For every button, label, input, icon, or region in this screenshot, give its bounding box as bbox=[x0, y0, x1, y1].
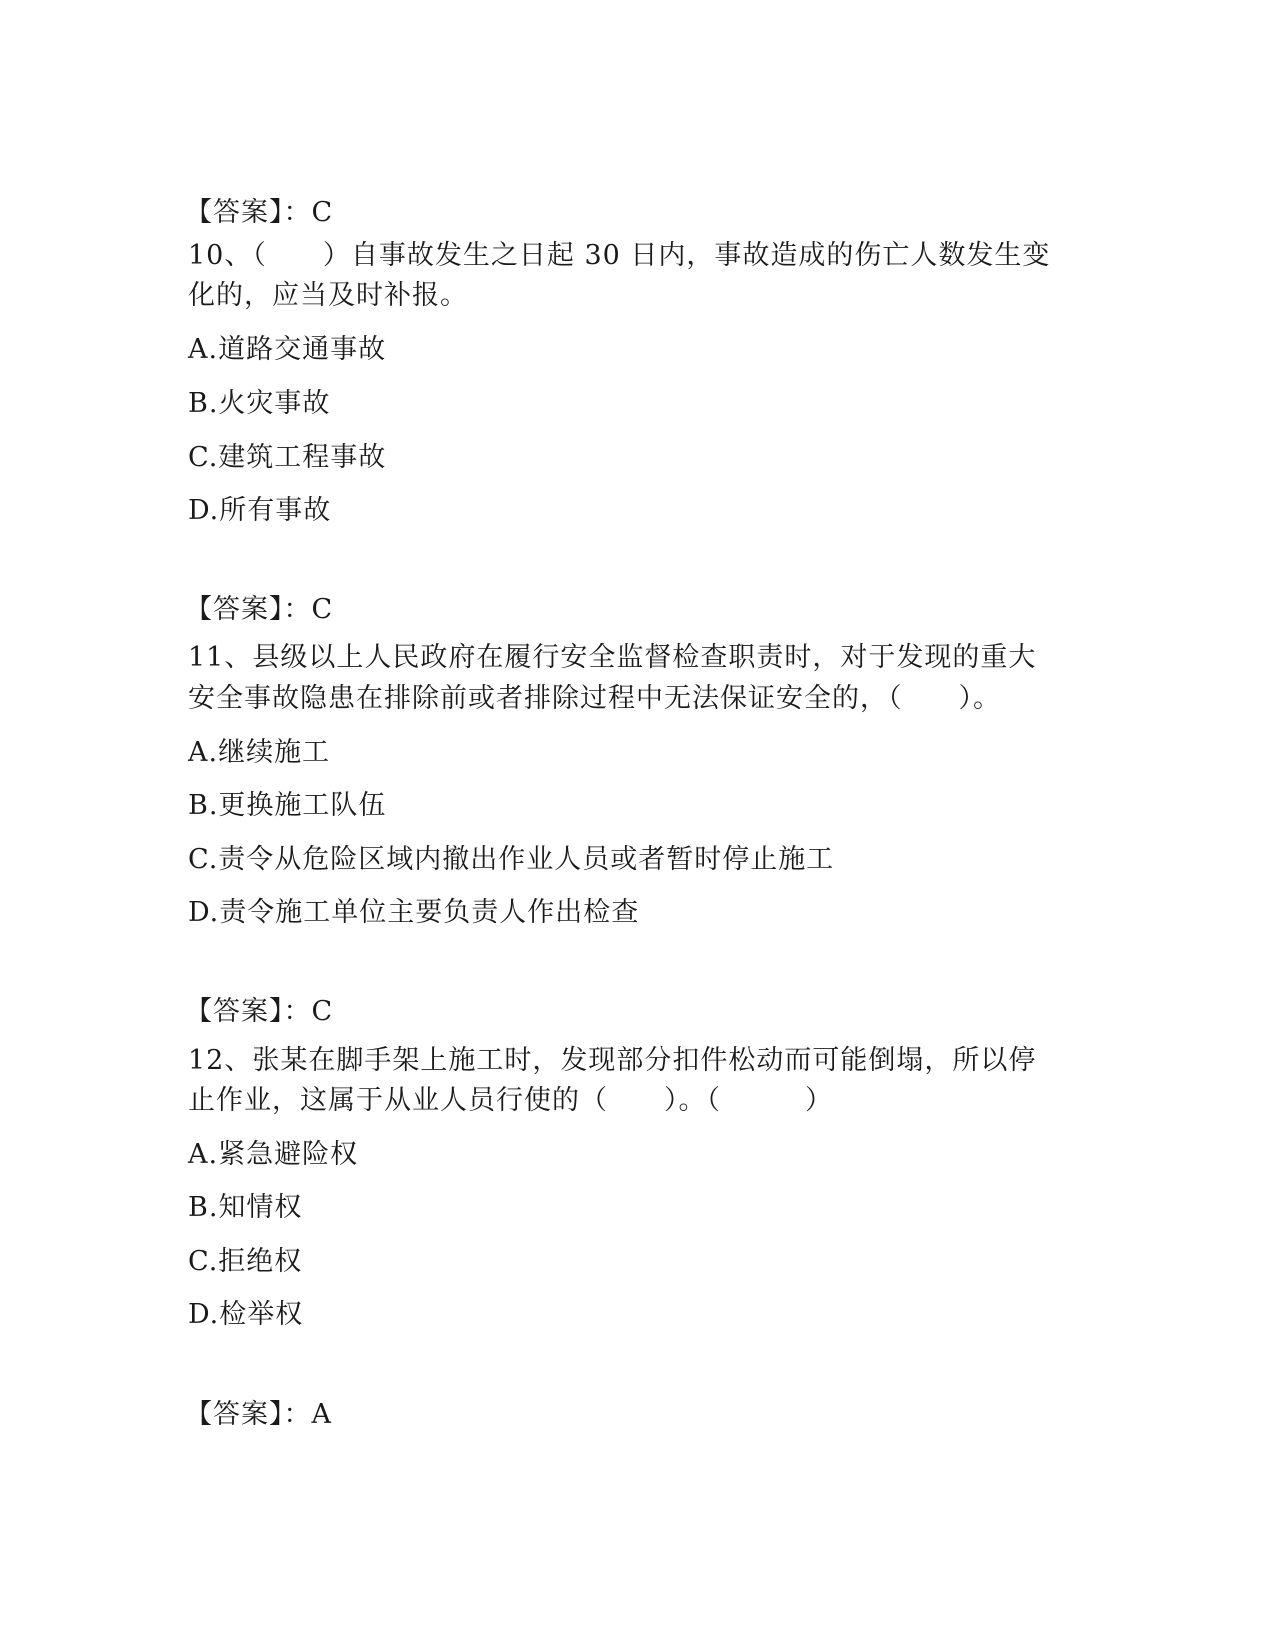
question-10-option-d: D.所有事故 bbox=[188, 495, 332, 526]
question-11-text-line2: 安全事故隐患在排除前或者排除过程中无法保证安全的，（ ）。 bbox=[188, 683, 1001, 714]
question-10-text-line2: 化的，应当及时补报。 bbox=[188, 280, 468, 311]
question-11-answer: 【答案】：C bbox=[185, 996, 334, 1027]
question-10-answer: 【答案】：C bbox=[185, 594, 334, 625]
question-11-option-d: D.责令施工单位主要负责人作出检查 bbox=[188, 897, 640, 928]
question-12-text-line1: 12、张某在脚手架上施工时，发现部分扣件松动而可能倒塌，所以停 bbox=[188, 1045, 1037, 1076]
question-12-text-line2: 止作业，这属于从业人员行使的（ ）。（ ） bbox=[188, 1085, 833, 1116]
question-10-option-a: A.道路交通事故 bbox=[188, 334, 387, 365]
question-12-answer: 【答案】：A bbox=[185, 1399, 332, 1430]
question-11-option-b: B.更换施工队伍 bbox=[188, 790, 387, 821]
question-10-option-c: C.建筑工程事故 bbox=[188, 442, 387, 473]
question-12-option-d: D.检举权 bbox=[188, 1299, 304, 1330]
question-10-text-line1: 10、（ ）自事故发生之日起 30 日内，事故造成的伤亡人数发生变 bbox=[188, 240, 1051, 271]
question-10-option-b: B.火灾事故 bbox=[188, 388, 331, 419]
question-11-option-a: A.继续施工 bbox=[188, 737, 331, 768]
question-12-option-a: A.紧急避险权 bbox=[188, 1139, 359, 1170]
question-11-text-line1: 11、县级以上人民政府在履行安全监督检查职责时，对于发现的重大 bbox=[188, 642, 1037, 673]
answer-label: 【答案】：C bbox=[185, 197, 334, 228]
question-12-option-c: C.拒绝权 bbox=[188, 1246, 303, 1277]
question-12-option-b: B.知情权 bbox=[188, 1192, 303, 1223]
question-11-option-c: C.责令从危险区域内撤出作业人员或者暂时停止施工 bbox=[188, 844, 835, 875]
